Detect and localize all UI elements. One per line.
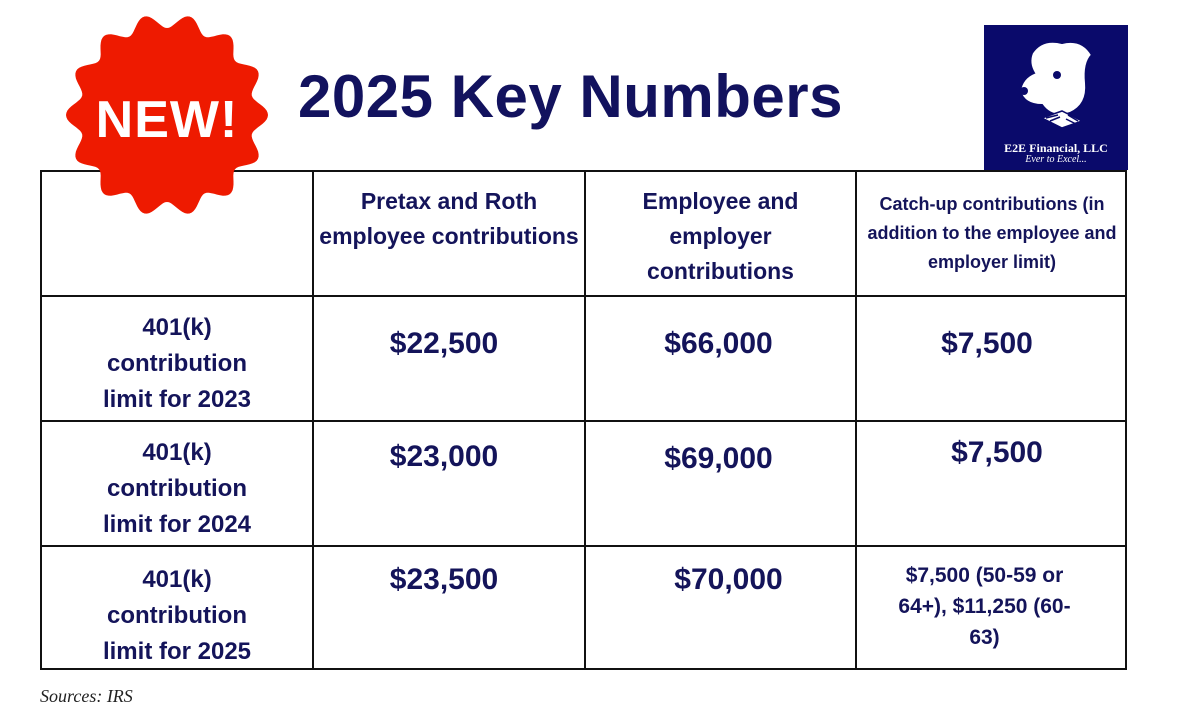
header-employee-employer: Employee and employer contributions [642,188,799,284]
value-2025-pretax: $23,500 [389,563,499,596]
company-name: E2E Financial, LLC [1004,141,1108,155]
company-logo [984,25,1128,170]
value-2024-pretax: $23,000 [389,440,499,473]
value-2025-total: $70,000 [674,563,783,596]
contribution-limits-table [40,170,1127,670]
header-pretax-roth: Pretax and Roth employee contributions [319,188,579,249]
value-2024-catchup: $7,500 [951,436,1043,469]
row-label-2025: 401(k) contribution limit for 2025 [102,566,252,665]
page-title: 2025 Key Numbers [298,63,843,130]
value-2025-catchup: $7,500 (50-59 or 64+), $11,250 (60-63) [898,564,1071,649]
value-2023-pretax: $22,500 [389,327,499,360]
sources-note: Sources: IRS [40,686,133,706]
value-2023-catchup: $7,500 [941,327,1033,360]
new-badge-label: NEW! [95,91,239,149]
dog-mascot-icon [1012,33,1102,138]
company-tagline: Ever to Excel... [1025,154,1087,165]
value-2023-total: $66,000 [664,327,773,360]
row-label-2023: 401(k) contribution limit for 2023 [102,314,252,413]
row-label-2024: 401(k) contribution limit for 2024 [102,439,252,538]
value-2024-total: $69,000 [664,442,773,475]
header-catch-up: Catch-up contributions (in addition to the employee and employer limit) [867,194,1117,272]
